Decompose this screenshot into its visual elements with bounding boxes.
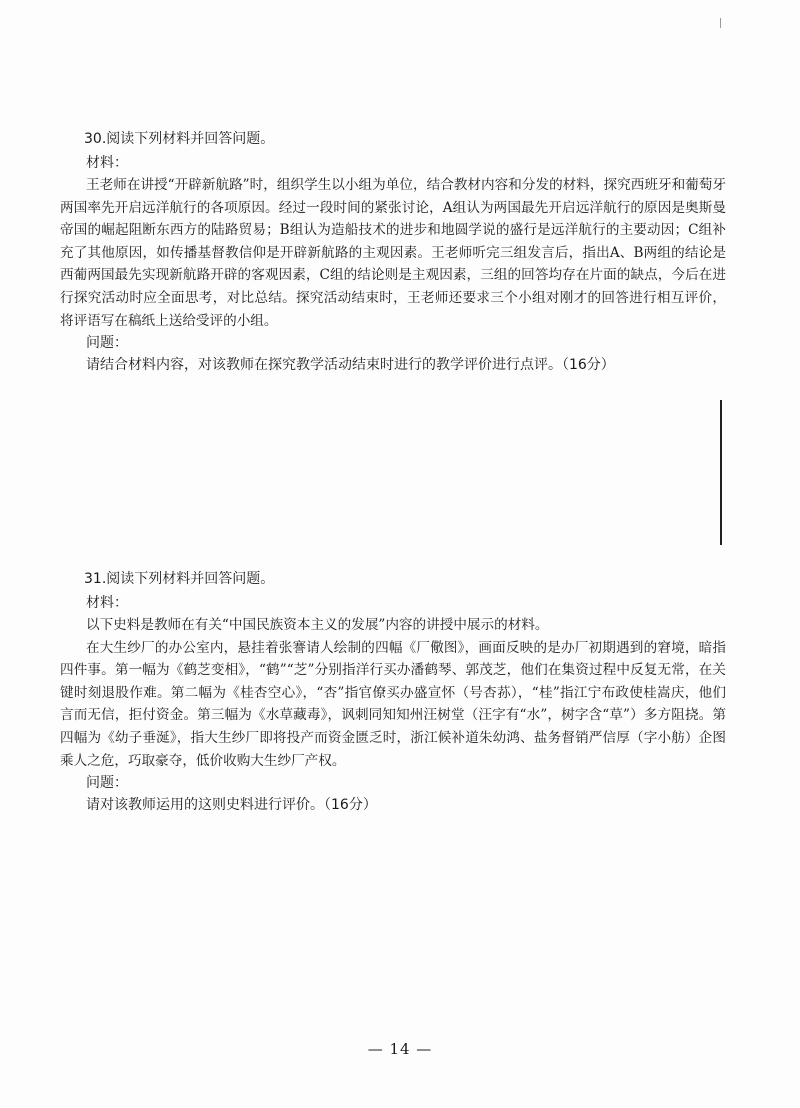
question-31-title: 31.阅读下列材料并回答问题。: [84, 571, 275, 587]
question-31-prompt: 请对该教师运用的这则史料进行评价。（16分）: [86, 797, 377, 814]
question-31-question-label: 问题：: [86, 775, 128, 792]
scan-edge-mark: [720, 400, 722, 545]
page-number: — 14 —: [367, 1040, 433, 1058]
question-30-material-label: 材料：: [86, 155, 128, 171]
question-31-material-text: 在大生纱厂的办公室内，悬挂着张謇请人绘制的四幅《厂儆图》，画面反映的是办厂初期遇到的窘境，暗指四件事。第一幅为《鹤芝变相》，“鹤”“芝”分别指洋行买办潘鹤琴、郭茂芝，他们在集资过程中反复无常，在关键时刻退股作难。第二幅为《桂杏空心》，“杏”指官僚买办盛宣怀（号杏荪），“桂”指江宁布政使桂嵩庆，他们言而无信，拒付资金。第三幅为《水草藏毒》，讽刺同知知州汪树堂（汪字有“水”，树字含“草”）多方阻挠。第四幅为《幼子垂涎》，指大生纱厂即将投产而资金匮乏时，浙江候补道朱幼鸿、盐务督销严信厚（字小舫）企图乘人之危，巧取豪夺，低价收购大生纱厂产权。: [60, 639, 726, 769]
question-31-material-label: 材料：: [86, 595, 128, 611]
question-30-material-text: 王老师在讲授“开辟新航路”时，组织学生以小组为单位，结合教材内容和分发的材料，探究西班牙和葡萄牙两国率先开启远洋航行的各项原因。经过一段时间的紧张讨论，A组认为两国最先开启远洋航行的原因是奥斯曼帝国的崛起阻断东西方的陆路贸易；B组认为造船技术的进步和地圆学说的盛行是远洋航行的主要动因；C组补充了其他原因，如传播基督教信仰是开辟新航路的主观因素。王老师听完三组发言后，指出A、B两组的结论是西葡两国最先实现新航路开辟的客观因素，C组的结论则是主观因素，三组的回答均存在片面的缺点，今后在进行探究活动时应全面思考，对比总结。探究活动结束时，王老师还要求三个小组对刚才的回答进行相互评价，将评语写在稿纸上送给受评的小组。: [60, 177, 726, 329]
question-30-question-label: 问题：: [86, 335, 128, 352]
question-31: [60, 568, 726, 816]
question-30-prompt: 请结合材料内容，对该教师在探究教学活动结束时进行的教学评价进行点评。（16分）: [86, 357, 615, 374]
scan-corner-mark: [720, 18, 721, 28]
question-31-material-intro: 以下史料是教师在有关“中国民族资本主义的发展”内容的讲授中展示的材料。: [86, 617, 549, 633]
question-30-title: 30.阅读下列材料并回答问题。: [84, 131, 275, 147]
question-30: [60, 128, 726, 376]
